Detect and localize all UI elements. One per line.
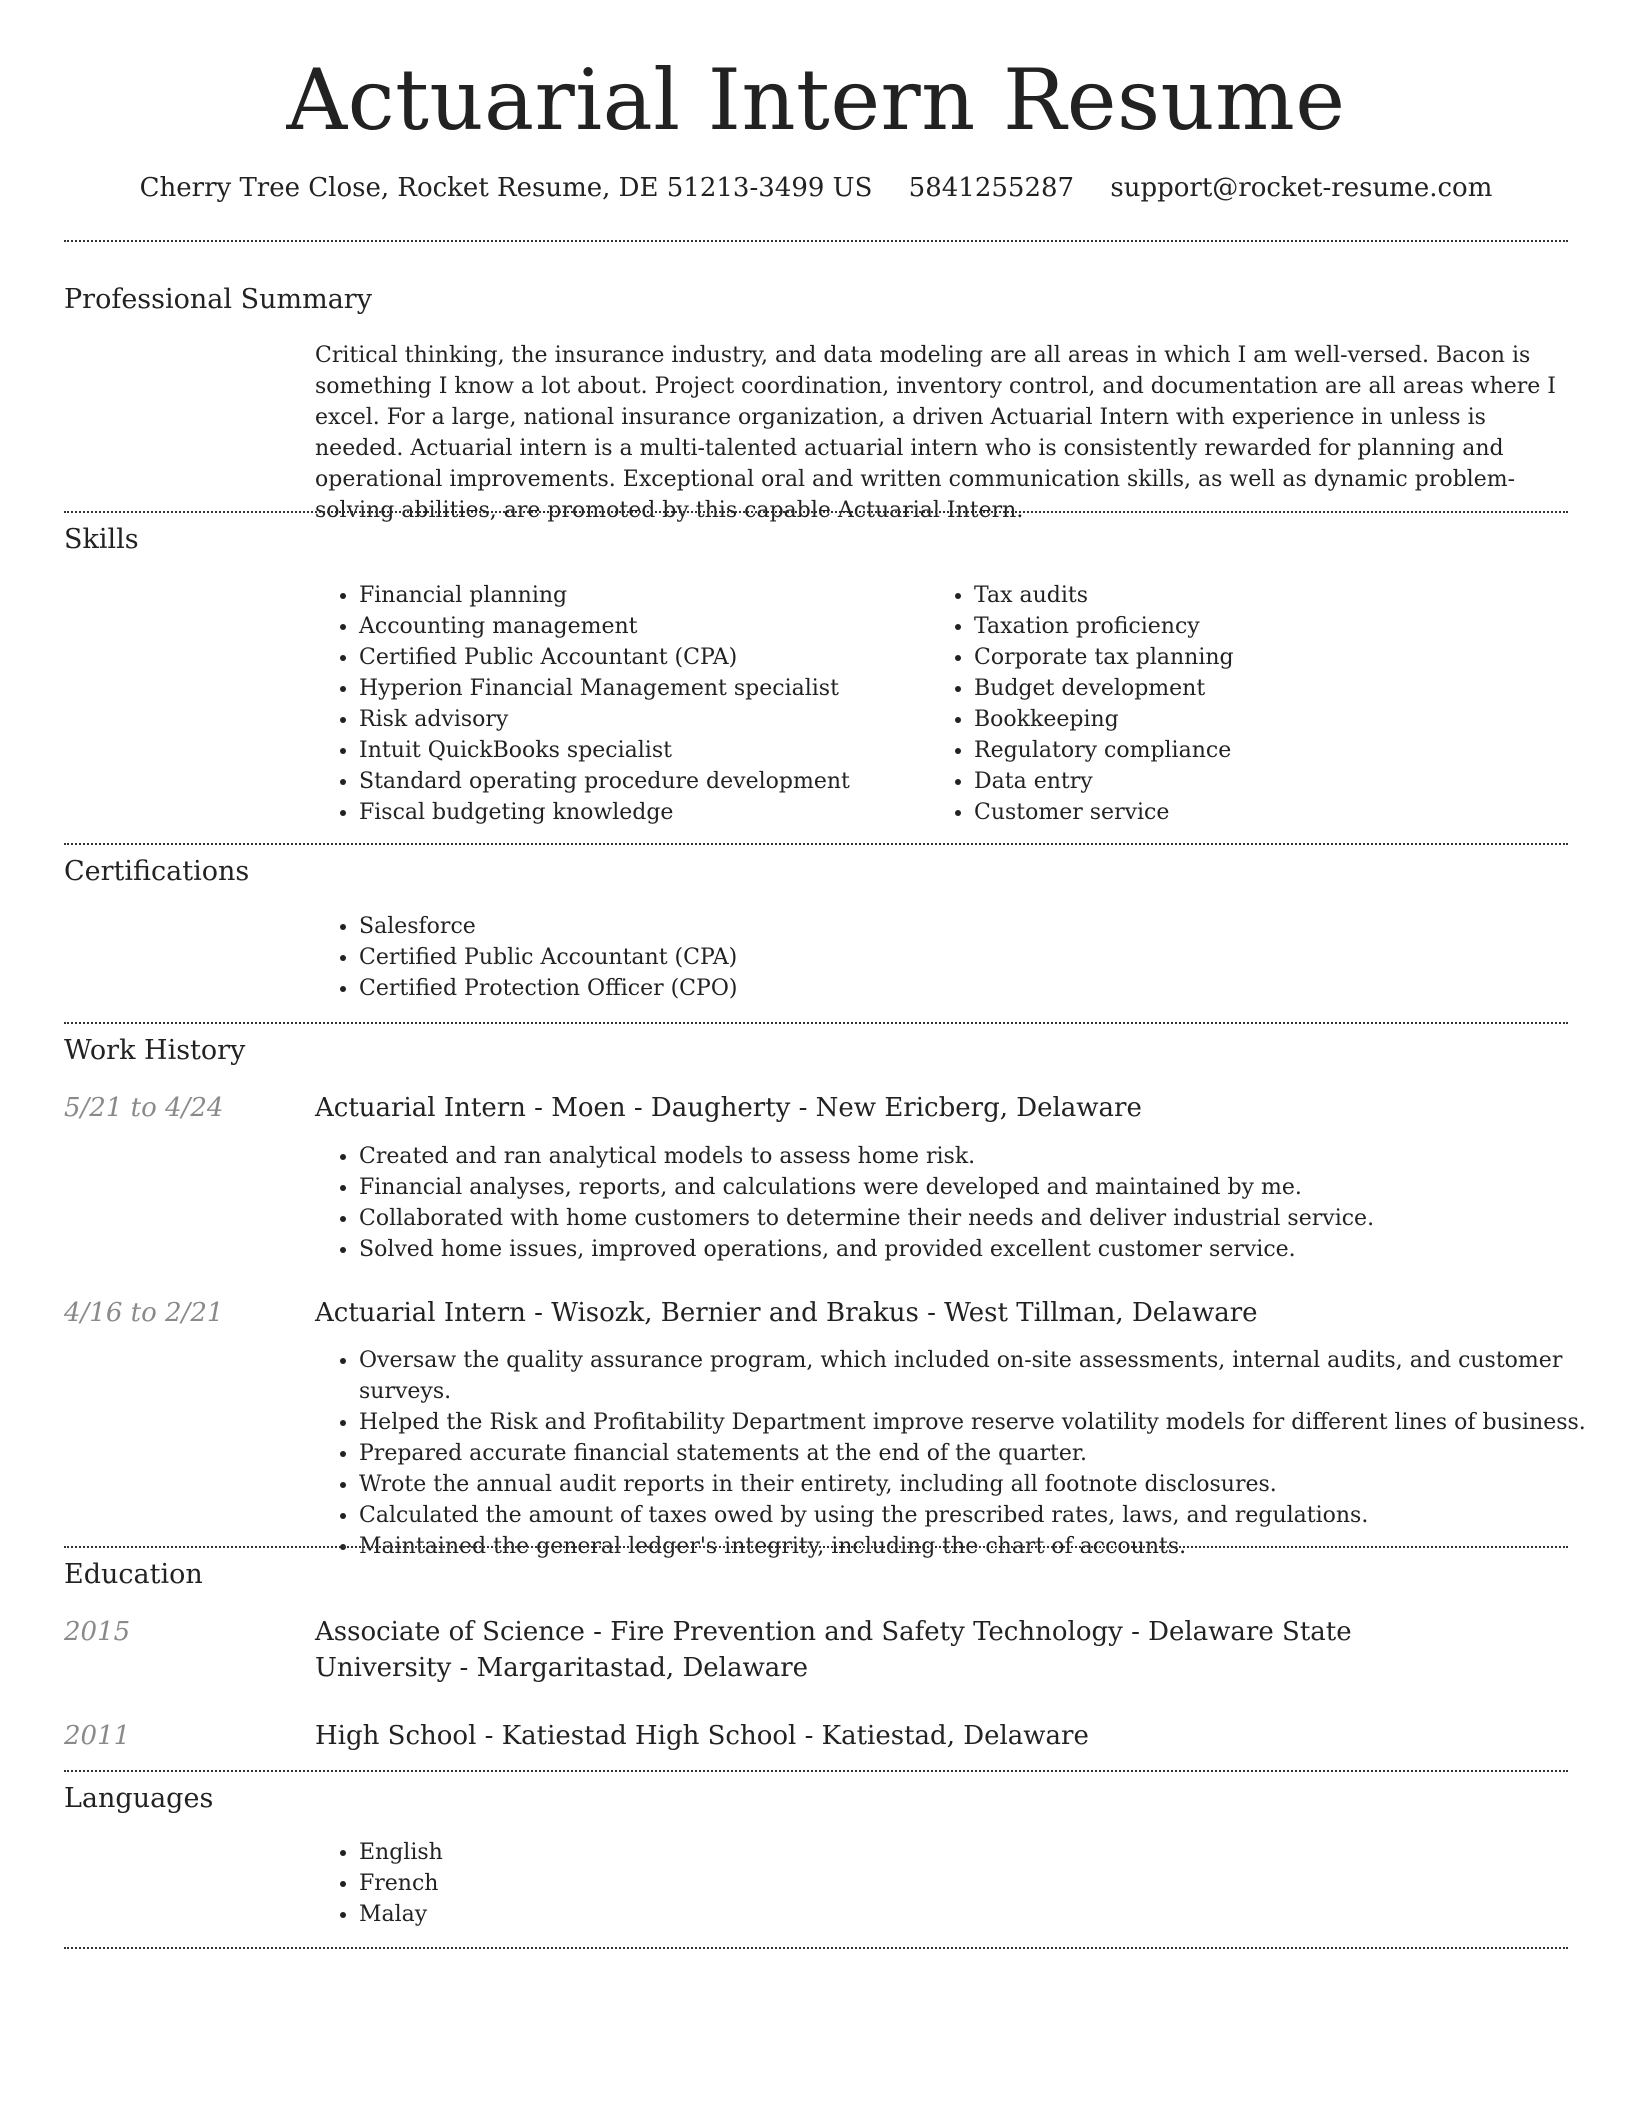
skill-item: • Regulatory compliance xyxy=(974,735,1574,766)
skill-item: • Corporate tax planning xyxy=(974,642,1574,673)
languages-heading: Languages xyxy=(64,1783,214,1814)
section-divider xyxy=(64,1770,1568,1772)
contact-address: Cherry Tree Close, Rocket Resume, DE 51213-3499 US xyxy=(139,173,873,203)
skill-item: • Data entry xyxy=(974,766,1574,797)
job-bullet: • Oversaw the quality assurance program, which included on-site assessments, internal audits, and customer surveys. xyxy=(359,1345,1589,1407)
skill-item: • Accounting management xyxy=(359,611,919,642)
job-bullet: • Wrote the annual audit reports in their entirety, including all footnote disclosures. xyxy=(359,1469,1589,1500)
language-item: • English xyxy=(359,1837,959,1868)
section-divider xyxy=(64,511,1568,513)
languages-list xyxy=(315,1837,959,1930)
contact-email: support@rocket-resume.com xyxy=(1110,173,1493,203)
summary-heading: Professional Summary xyxy=(64,284,372,315)
contact-line xyxy=(0,170,1632,206)
education-degree: High School xyxy=(315,1721,477,1751)
job-detail: - Moen - Daugherty - New Ericberg, Delaware xyxy=(525,1093,1142,1123)
education-detail: - Katiestad High School - Katiestad, Delaware xyxy=(476,1721,1089,1751)
skill-item: • Standard operating procedure development xyxy=(359,766,919,797)
skills-list-left xyxy=(315,580,919,828)
job-title-line xyxy=(315,1295,1475,1331)
skill-item: • Bookkeeping xyxy=(974,704,1574,735)
job-bullet: • Maintained the general ledger's integrity, including the chart of accounts. xyxy=(359,1531,1589,1562)
language-item: • Malay xyxy=(359,1899,959,1930)
skill-item: • Fiscal budgeting knowledge xyxy=(359,797,919,828)
skill-item: • Taxation proficiency xyxy=(974,611,1574,642)
job-title-line xyxy=(315,1090,1475,1126)
skills-list-right xyxy=(930,580,1574,828)
skills-heading: Skills xyxy=(64,524,139,555)
section-divider xyxy=(64,843,1568,845)
job-bullet: • Prepared accurate financial statements at the end of the quarter. xyxy=(359,1438,1589,1469)
job-bullet: • Calculated the amount of taxes owed by using the prescribed rates, laws, and regulations. xyxy=(359,1500,1589,1531)
job-dates: 5/21 to 4/24 xyxy=(64,1093,224,1123)
language-item: • French xyxy=(359,1868,959,1899)
job-bullet: • Collaborated with home customers to determine their needs and deliver industrial service. xyxy=(359,1203,1579,1234)
work-history-heading: Work History xyxy=(64,1035,246,1066)
certification-item: • Certified Protection Officer (CPO) xyxy=(359,973,1559,1004)
summary-text: Critical thinking, the insurance industry, and data modeling are all areas in which I am well-versed. Bacon is something I know a lot about. Project coordination, inventory control, and documentation are all areas where I excel. For a large, national insurance organization, a driven Actuarial Intern with experience in unless is needed. Actuarial intern is a multi-talented actuarial intern who is consistently rewarded for planning and operational improvements. Exceptional oral and written communication skills, as well as dynamic problem-solving abilities, are promoted by this capable Actuarial Intern. xyxy=(315,343,1556,523)
certifications-list xyxy=(315,911,1559,1004)
skill-item: • Tax audits xyxy=(974,580,1574,611)
certification-item: • Certified Public Accountant (CPA) xyxy=(359,942,1559,973)
job-bullets xyxy=(315,1141,1579,1265)
education-line xyxy=(315,1614,1465,1686)
education-heading: Education xyxy=(64,1559,203,1590)
education-degree: Associate of Science - Fire Prevention and Safety Technology xyxy=(315,1617,1123,1647)
contact-phone: 5841255287 xyxy=(908,173,1075,203)
section-divider xyxy=(64,1947,1568,1949)
education-line xyxy=(315,1718,1475,1754)
education-year: 2015 xyxy=(64,1617,131,1647)
job-bullet: • Solved home issues, improved operations, and provided excellent customer service. xyxy=(359,1234,1579,1265)
skill-item: • Intuit QuickBooks specialist xyxy=(359,735,919,766)
skill-item: • Financial planning xyxy=(359,580,919,611)
certification-item: • Salesforce xyxy=(359,911,1559,942)
skill-item: • Budget development xyxy=(974,673,1574,704)
education-detail: - Delaware State University - Margaritastad, Delaware xyxy=(315,1617,1352,1683)
job-title: Actuarial Intern xyxy=(315,1298,526,1328)
job-bullet: • Helped the Risk and Profitability Department improve reserve volatility models for different lines of business. xyxy=(359,1407,1589,1438)
job-bullet: • Financial analyses, reports, and calculations were developed and maintained by me. xyxy=(359,1172,1579,1203)
job-bullets xyxy=(315,1345,1589,1562)
skill-item: • Risk advisory xyxy=(359,704,919,735)
job-bullet: • Created and ran analytical models to assess home risk. xyxy=(359,1141,1579,1172)
section-divider xyxy=(64,1022,1568,1024)
education-year: 2011 xyxy=(64,1721,131,1751)
section-divider xyxy=(64,1546,1568,1548)
skill-item: • Customer service xyxy=(974,797,1574,828)
job-detail: - Wisozk, Bernier and Brakus - West Tillman, Delaware xyxy=(525,1298,1258,1328)
resume-title: Actuarial Intern Resume xyxy=(286,51,1346,149)
certifications-heading: Certifications xyxy=(64,856,250,887)
section-divider xyxy=(64,240,1568,242)
skill-item: • Hyperion Financial Management specialist xyxy=(359,673,919,704)
job-title: Actuarial Intern xyxy=(315,1093,526,1123)
skill-item: • Certified Public Accountant (CPA) xyxy=(359,642,919,673)
job-dates: 4/16 to 2/21 xyxy=(64,1298,224,1328)
